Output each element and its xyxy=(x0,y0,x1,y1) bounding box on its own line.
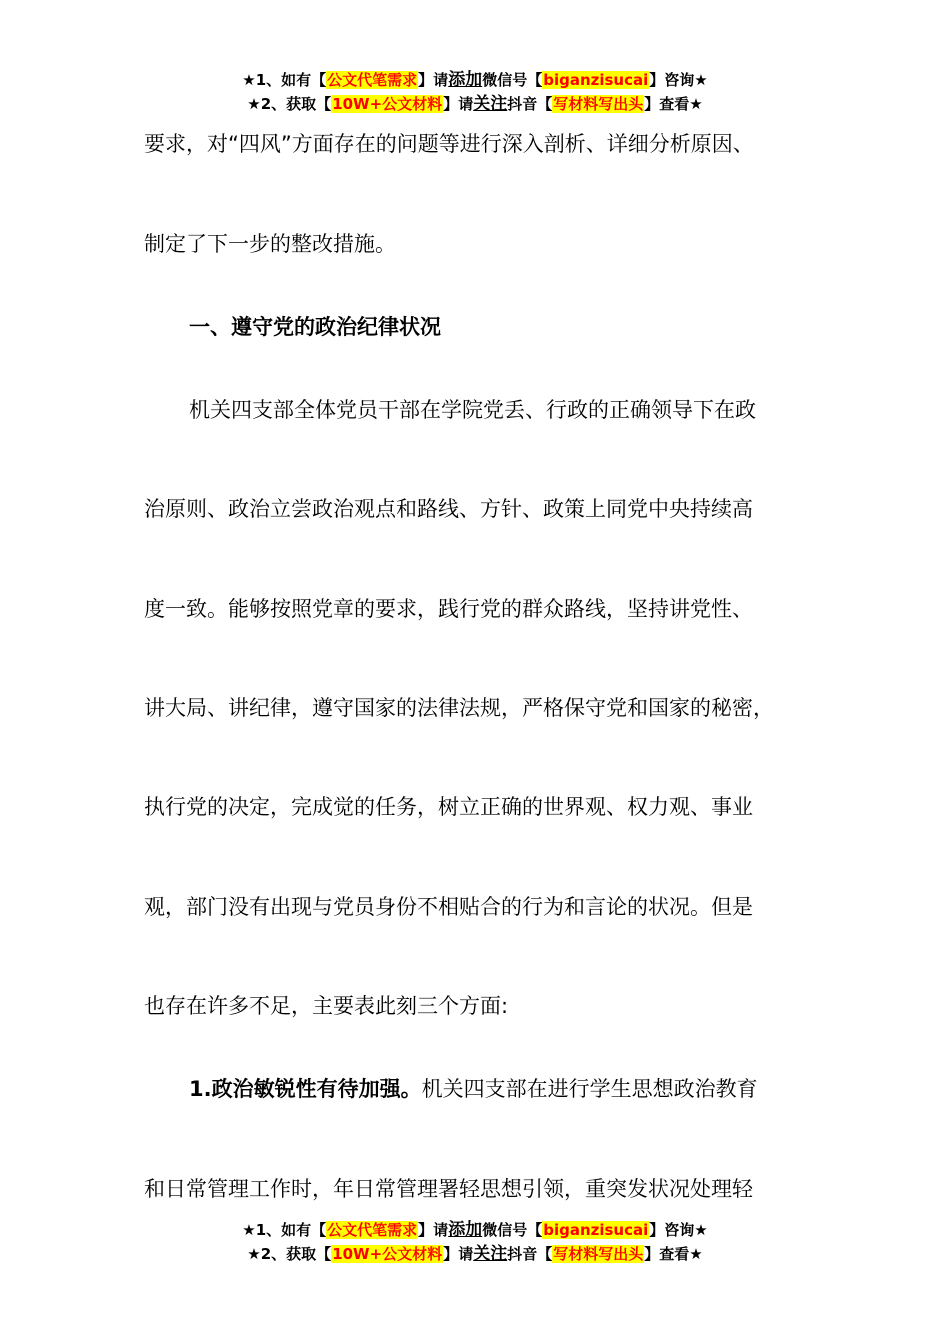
paragraph-line: 执行党的决定，完成觉的任务，树立正确的世界观、权力观、事业 xyxy=(144,795,753,819)
highlight-text: 公文代笔需求 xyxy=(327,71,418,89)
banner-text: 】请 xyxy=(418,71,449,89)
paragraph-line: 机关四支部全体党员干部在学院党丢、行政的正确领导下在政 xyxy=(189,398,756,422)
banner-text: 】咨询★ xyxy=(649,71,708,89)
emphasis-text: 关注 xyxy=(473,1244,508,1264)
paragraph-line: 制定了下一步的整改措施。 xyxy=(144,232,396,256)
banner-text: 】请 xyxy=(418,1221,449,1239)
banner-text: 】咨询★ xyxy=(649,1221,708,1239)
paragraph-text: 机关四支部在进行学生思想政治教育 xyxy=(421,1077,758,1101)
paragraph-line: 和日常管理工作时，年日常管理署轻思想引领，重突发状况处理轻 xyxy=(144,1177,753,1201)
banner-line-1 xyxy=(0,68,950,92)
footer-banner xyxy=(0,1218,950,1266)
header-banner xyxy=(0,68,950,116)
banner-text: 】请 xyxy=(443,1245,474,1263)
banner-text: ★2、获取【 xyxy=(247,95,332,113)
emphasis-text: 添加 xyxy=(448,70,483,90)
paragraph-line: 度一致。能够按照党章的要求，践行党的群众路线，坚持讲党性、 xyxy=(144,597,753,621)
banner-text: ★1、如有【 xyxy=(242,1221,327,1239)
highlight-text: 10W+公文材料 xyxy=(332,1245,443,1263)
banner-text: 微信号【 xyxy=(482,71,543,89)
banner-line-2 xyxy=(0,1242,950,1266)
highlight-text: 写材料写出头 xyxy=(553,1245,644,1263)
banner-text: 抖音【 xyxy=(507,95,553,113)
paragraph-line: 要求，对“四风”方面存在的问题等进行深入剖析、详细分析原因、 xyxy=(144,132,754,156)
banner-text: ★2、获取【 xyxy=(247,1245,332,1263)
banner-text: 微信号【 xyxy=(482,1221,543,1239)
section-heading: 一、遵守党的政治纪律状况 xyxy=(189,315,441,339)
paragraph-line: 也存在许多不足，主要表此刻三个方面: xyxy=(144,994,509,1018)
highlight-text: 10W+公文材料 xyxy=(332,95,443,113)
banner-line-1 xyxy=(0,1218,950,1242)
paragraph-line: 治原则、政治立尝政治观点和路线、方针、政策上同党中央持续高 xyxy=(144,497,753,521)
highlight-text: biganzisucai xyxy=(543,1221,649,1239)
banner-text: 】查看★ xyxy=(644,1245,703,1263)
subheading-text: 1.政治敏锐性有待加强。 xyxy=(189,1077,422,1101)
paragraph-line: 讲大局、讲纪律，遵守国家的法律法规，严格保守党和国家的秘密， xyxy=(144,696,774,720)
highlight-text: biganzisucai xyxy=(543,71,649,89)
paragraph-line: 观，部门没有出现与党员身份不相贴合的行为和言论的状况。但是 xyxy=(144,895,753,919)
paragraph-line xyxy=(189,1075,869,1103)
banner-text: ★1、如有【 xyxy=(242,71,327,89)
banner-line-2 xyxy=(0,92,950,116)
banner-text: 】查看★ xyxy=(644,95,703,113)
banner-text: 抖音【 xyxy=(507,1245,553,1263)
highlight-text: 写材料写出头 xyxy=(553,95,644,113)
banner-text: 】请 xyxy=(443,95,474,113)
emphasis-text: 关注 xyxy=(473,94,508,114)
highlight-text: 公文代笔需求 xyxy=(327,1221,418,1239)
emphasis-text: 添加 xyxy=(448,1220,483,1240)
